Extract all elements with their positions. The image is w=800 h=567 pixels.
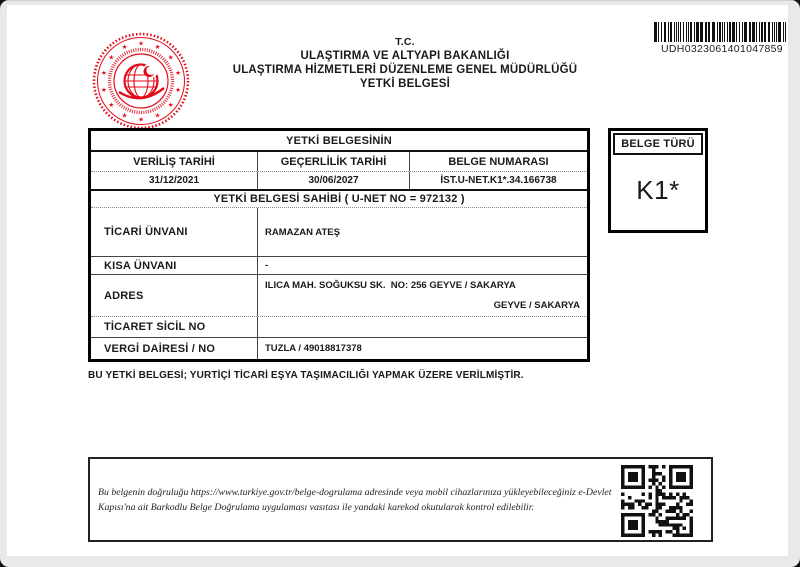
globe-icon — [119, 63, 164, 99]
belge-turu-title: BELGE TÜRÜ — [613, 133, 703, 155]
section2-title: YETKİ BELGESİ SAHİBİ ( U-NET NO = 972132 ) — [213, 193, 465, 205]
table-row-adres — [91, 275, 587, 317]
svg-text:★: ★ — [101, 69, 107, 77]
svg-text:★: ★ — [154, 112, 161, 120]
section1-title: YETKİ BELGESİNİN — [286, 134, 392, 147]
value-ticaret-sicil-no — [258, 317, 587, 337]
barcode — [652, 22, 792, 55]
verification-box — [88, 457, 713, 542]
table-column-header-row — [91, 152, 587, 172]
value-verilis-tarihi: 31/12/2021 — [91, 172, 258, 189]
value-belge-numarasi: İST.U-NET.K1*.34.166738 — [440, 175, 557, 186]
label-ticaret-sicil-no: TİCARET SİCİL NO — [91, 317, 258, 337]
header-doc-type: YETKİ BELGESİ — [359, 78, 451, 90]
svg-text:★: ★ — [121, 112, 128, 120]
svg-text:★: ★ — [175, 86, 181, 94]
table-owner-title-row — [91, 191, 587, 208]
table-row-ticaret-sicil — [91, 317, 587, 338]
belge-turu-box — [608, 128, 708, 233]
col-verilis-tarihi: VERİLİŞ TARİHİ — [91, 152, 258, 171]
svg-text:★: ★ — [138, 116, 144, 124]
label-vergi-dairesi: VERGİ DAİRESİ / NO — [91, 338, 258, 359]
table-values-row — [91, 172, 587, 191]
qr-code-icon — [621, 465, 693, 537]
table-section-title-row — [91, 131, 587, 152]
svg-text:★: ★ — [138, 40, 144, 48]
ministry-seal-icon — [91, 31, 191, 131]
svg-text:★: ★ — [101, 86, 107, 94]
value-kisa-unvani: - — [265, 260, 269, 271]
header-tc: T.C. — [395, 36, 415, 48]
label-ticari-unvani: TİCARİ ÜNVANI — [91, 208, 258, 256]
svg-text:★: ★ — [175, 69, 181, 77]
table-row-vergi-dairesi — [91, 338, 587, 359]
header-ministry: ULAŞTIRMA VE ALTYAPI BAKANLIĞI — [300, 50, 510, 62]
certificate-table — [88, 128, 590, 362]
value-gecerlilik-tarihi: 30/06/2027 — [258, 172, 410, 189]
col-belge-numarasi: BELGE NUMARASI — [448, 155, 549, 168]
adres-line1: ILICA MAH. SOĞUKSU SK. NO: 256 GEYVE / SAKARYA — [265, 280, 516, 291]
adres-line2: GEYVE / SAKARYA — [493, 300, 580, 311]
label-kisa-unvani: KISA ÜNVANI — [91, 257, 258, 274]
document-header — [200, 36, 610, 91]
col-gecerlilik-tarihi: GEÇERLİLİK TARİHİ — [258, 152, 410, 171]
svg-text:★: ★ — [154, 44, 161, 52]
value-vergi-dairesi: TUZLA / 49018817378 — [265, 343, 362, 354]
verification-line2: Kapısı'na ait Barkodlu Belge Doğrulama uygulaması vasıtası ile yandaki karekod okutularak kontrol edilebilir. — [98, 501, 534, 513]
verification-text — [98, 459, 612, 540]
barcode-number: UDH0323061401047859 — [661, 43, 783, 55]
svg-text:★: ★ — [108, 102, 115, 110]
barcode-image — [654, 22, 790, 42]
certificate-page — [7, 5, 788, 556]
value-ticari-unvani: RAMAZAN ATEŞ — [265, 226, 340, 238]
value-adres — [258, 275, 587, 316]
header-directorate: ULAŞTIRMA HİZMETLERİ DÜZENLEME GENEL MÜDÜRLÜĞÜ — [232, 64, 578, 76]
svg-text:★: ★ — [167, 102, 174, 110]
belge-turu-value: K1* — [636, 174, 680, 205]
certificate-statement: BU YETKİ BELGESİ; YURTİÇİ TİCARİ EŞYA TAŞIMACILIĞI YAPMAK ÜZERE VERİLMİŞTİR. — [88, 370, 524, 381]
svg-text:★: ★ — [167, 54, 174, 62]
svg-text:★: ★ — [121, 44, 128, 52]
table-row-ticari-unvani — [91, 208, 587, 257]
verification-line1: Bu belgenin doğruluğu https://www.turkiye.gov.tr/belge-dogrulama adresinde veya mobil cihazlarınıza yükleyebileceğiniz e-Devlet — [98, 486, 612, 498]
label-adres: ADRES — [91, 275, 258, 316]
table-row-kisa-unvani — [91, 257, 587, 275]
svg-text:★: ★ — [108, 54, 115, 62]
